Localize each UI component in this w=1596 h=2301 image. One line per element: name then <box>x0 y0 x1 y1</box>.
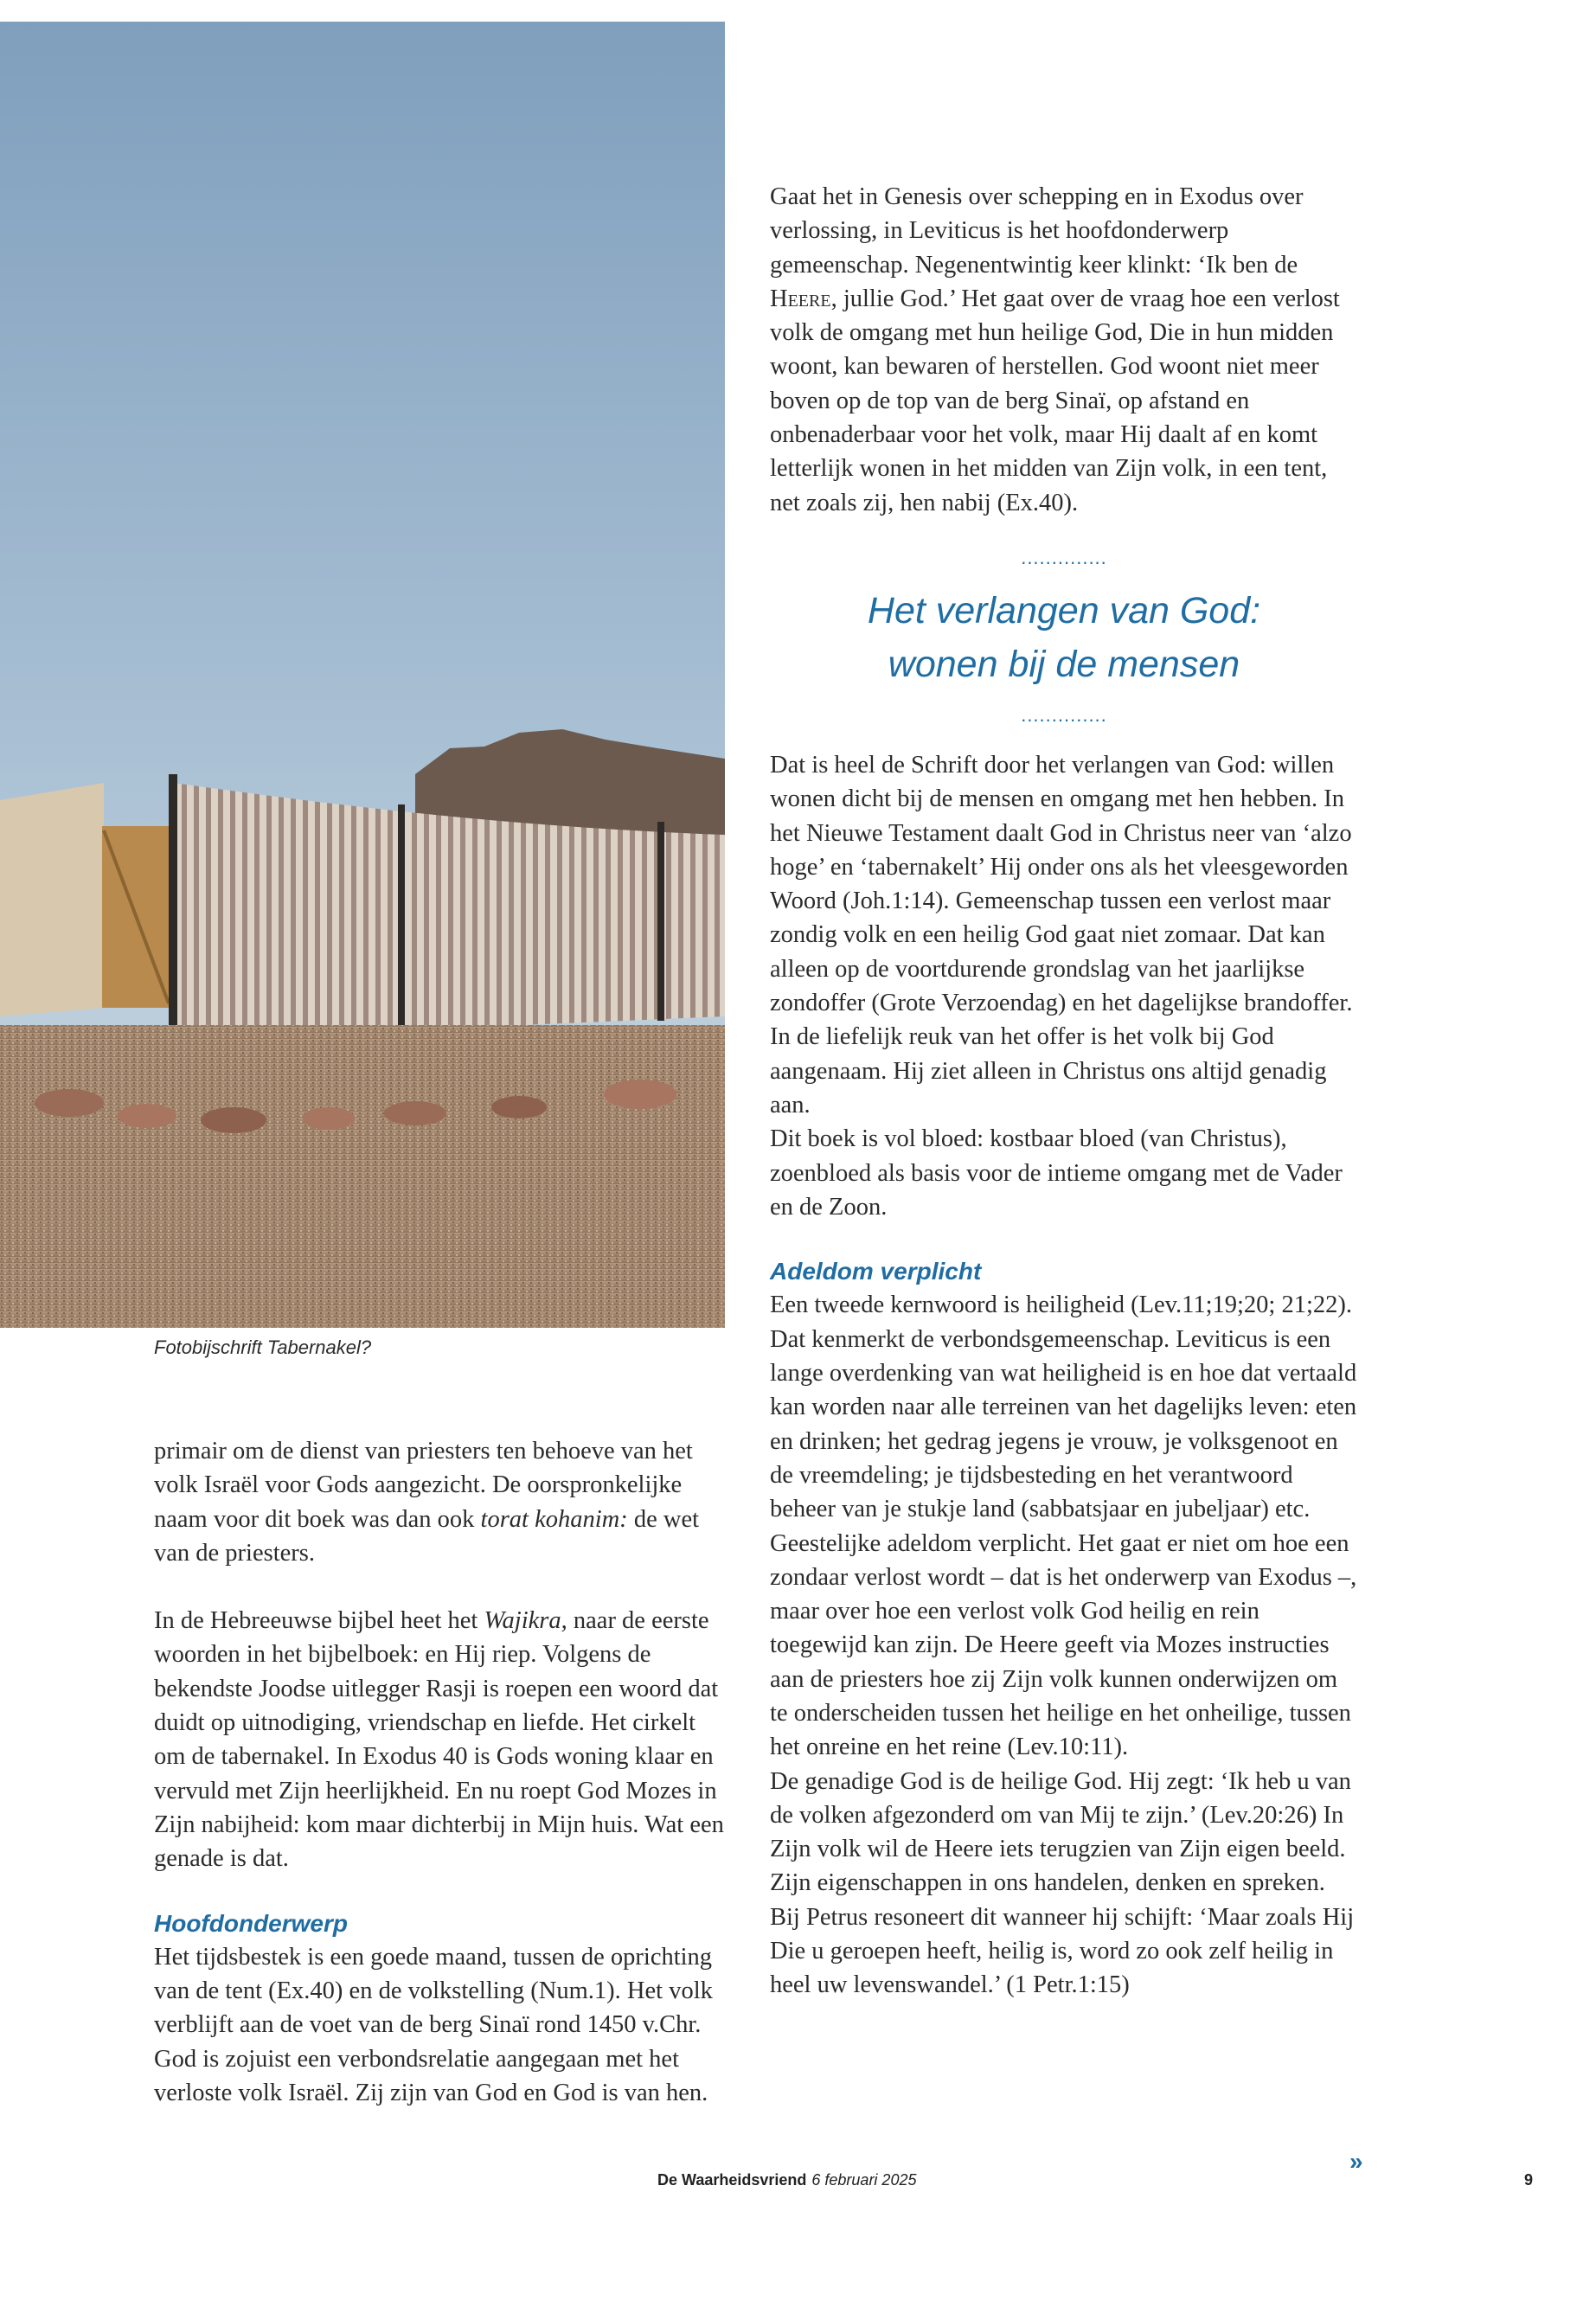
subhead-adeldom-verplicht: Adeldom verplicht <box>770 1258 982 1285</box>
left-paragraph-2 <box>154 1604 725 1875</box>
footer-magazine <box>657 2171 916 2189</box>
right-paragraph-1 <box>770 180 1358 520</box>
pullquote <box>770 584 1358 691</box>
photo-caption: Fotobijschrift Tabernakel? <box>154 1336 372 1358</box>
left-p1-text-b: de wet van de priesters. <box>154 1505 700 1567</box>
left-p2-text-a: In de Hebreeuwse bijbel heet het <box>154 1607 484 1635</box>
pullquote-line-2: wonen bij de mensen <box>888 643 1240 685</box>
right-p1-smallcaps: Heere <box>770 285 831 312</box>
right-paragraph-5: Geestelijke adeldom verplicht. Het gaat er niet om hoe een zondaar verlost wordt – dat is het onderwerp van Exodus –, maar over hoe een verlost volk God heilig en rein toegewijd kan zijn. De Heere geeft via Mozes instructies aan de priesters hoe zij Zijn volk kunnen onderwijzen om te onderscheiden tussen het heilige en het onheilige, tussen het onreine en het reine (Lev.10:11). <box>770 1529 1357 1761</box>
article-photo <box>0 22 725 1328</box>
right-p1-text-b: , jullie God.’ Het gaat over de vraag hoe een verlost volk de omgang met hun heilige God, Die in hun midden woont, kan bewaren of herstellen. God woont niet meer boven op de top van de berg Sinaï, op afstand en onbenaderbaar voor het volk, maar Hij daalt af en komt letterlijk wonen in het midden van Zijn volk, in een tent, net zoals zij, hen nabij (Ex.40). <box>770 285 1340 516</box>
pullquote-ornament-bottom: .............. <box>1021 703 1107 726</box>
left-column <box>154 1434 725 2110</box>
magazine-name: De Waarheidsvriend <box>657 2171 807 2189</box>
left-p1-italic: torat kohanim: <box>480 1505 628 1533</box>
issue-date: 6 februari 2025 <box>811 2171 917 2189</box>
right-paragraph-6: De genadige God is de heilige God. Hij zegt: ‘Ik heb u van de volken afgezonderd om van Mij te zijn.’ (Lev.20:26) In Zijn volk wil de Heere iets terugzien van Zijn eigen beeld. Zijn eigenschappen in ons handelen, denken en spreken. Bij Petrus resoneert dit wanneer hij schijft: ‘Maar zoals Hij Die u geroepen heeft, heilig is, word zo ook zelf heilig in heel uw levenswandel.’ (1 Petr.1:15) <box>770 1767 1355 1999</box>
pullquote-ornament-top: .............. <box>1021 546 1107 568</box>
left-paragraph-1 <box>154 1434 725 1570</box>
subhead-hoofdonderwerp: Hoofdonderwerp <box>154 1909 348 1937</box>
left-p2-italic: Wajikra, <box>484 1607 567 1635</box>
page-number: 9 <box>1524 2171 1534 2189</box>
right-paragraph-3: Dit boek is vol bloed: kostbaar bloed (van Christus), zoenbloed als basis voor de intieme omgang met de Vader en de Zoon. <box>770 1125 1343 1221</box>
pullquote-line-1: Het verlangen van God: <box>867 589 1261 631</box>
continue-arrow-icon: » <box>1349 2148 1363 2175</box>
right-paragraph-4: Een tweede kernwoord is heiligheid (Lev.11;19;20; 21;22). Dat kenmerkt de verbondsgemeenschap. Leviticus is een lange overdenking van wat heiligheid is en hoe dat vertaald kan worden naar alle terreinen van het dagelijks leven: eten en drinken; het gedrag jegens je vrouw, je volksgenoot en de vreemdeling; je tijdsbesteding en het verantwoord beheer van je stukje land (sabbatsjaar en jubeljaar) etc. <box>770 1292 1357 1523</box>
right-column <box>770 180 1358 2003</box>
right-paragraph-2: Dat is heel de Schrift door het verlangen van God: willen wonen dicht bij de mensen en omgang met hen hebben. In het Nieuwe Testament daalt God in Christus neer van ‘alzo hoge’ en ‘tabernakelt’ Hij onder ons als het vleesgeworden Woord (Joh.1:14). Gemeenschap tussen een verlost maar zondig volk en een heilig God gaat niet zomaar. Dat kan alleen op de voortdurende grondslag van het jaarlijkse zondoffer (Grote Verzoendag) en het dagelijkse brandoffer. In de liefelijk reuk van het offer is het volk bij God aangenaam. Hij ziet alleen in Christus ons altijd genadig aan. <box>770 751 1353 1118</box>
tabernacle-photo-illustration <box>0 22 725 1328</box>
left-p1-text-a: primair om de dienst van priesters ten behoeve van het volk Israël voor Gods aangezicht. De oorspronkelijke naam voor dit boek was dan ook <box>154 1438 693 1533</box>
left-p2-text-b: naar de eerste woorden in het bijbelboek: en Hij riep. Volgens de bekendste Joodse uitlegger Rasji is roepen een woord dat duidt op uitnodiging, vriendschap en liefde. Het cirkelt om de tabernakel. In Exodus 40 is Gods woning klaar en vervuld met Zijn heerlijkheid. En nu roept God Mozes in Zijn nabijheid: kom maar dichterbij in Mijn huis. Wat een genade is dat. <box>154 1607 724 1873</box>
page-footer <box>0 2171 1596 2197</box>
left-paragraph-3: Het tijdsbestek is een goede maand, tussen de oprichting van de tent (Ex.40) en de volkstelling (Num.1). Het volk verblijft aan de voet van de berg Sinaï rond 1450 v.Chr. God is zojuist een verbondsrelatie aangegaan met het verloste volk Israël. Zij zijn van God en God is van hen. <box>154 1943 713 2107</box>
right-p1-text-a: Gaat het in Genesis over schepping en in Exodus over verlossing, in Leviticus is het hoofdonderwerp gemeenschap. Negenentwintig keer klinkt: ‘Ik ben de <box>770 183 1304 279</box>
